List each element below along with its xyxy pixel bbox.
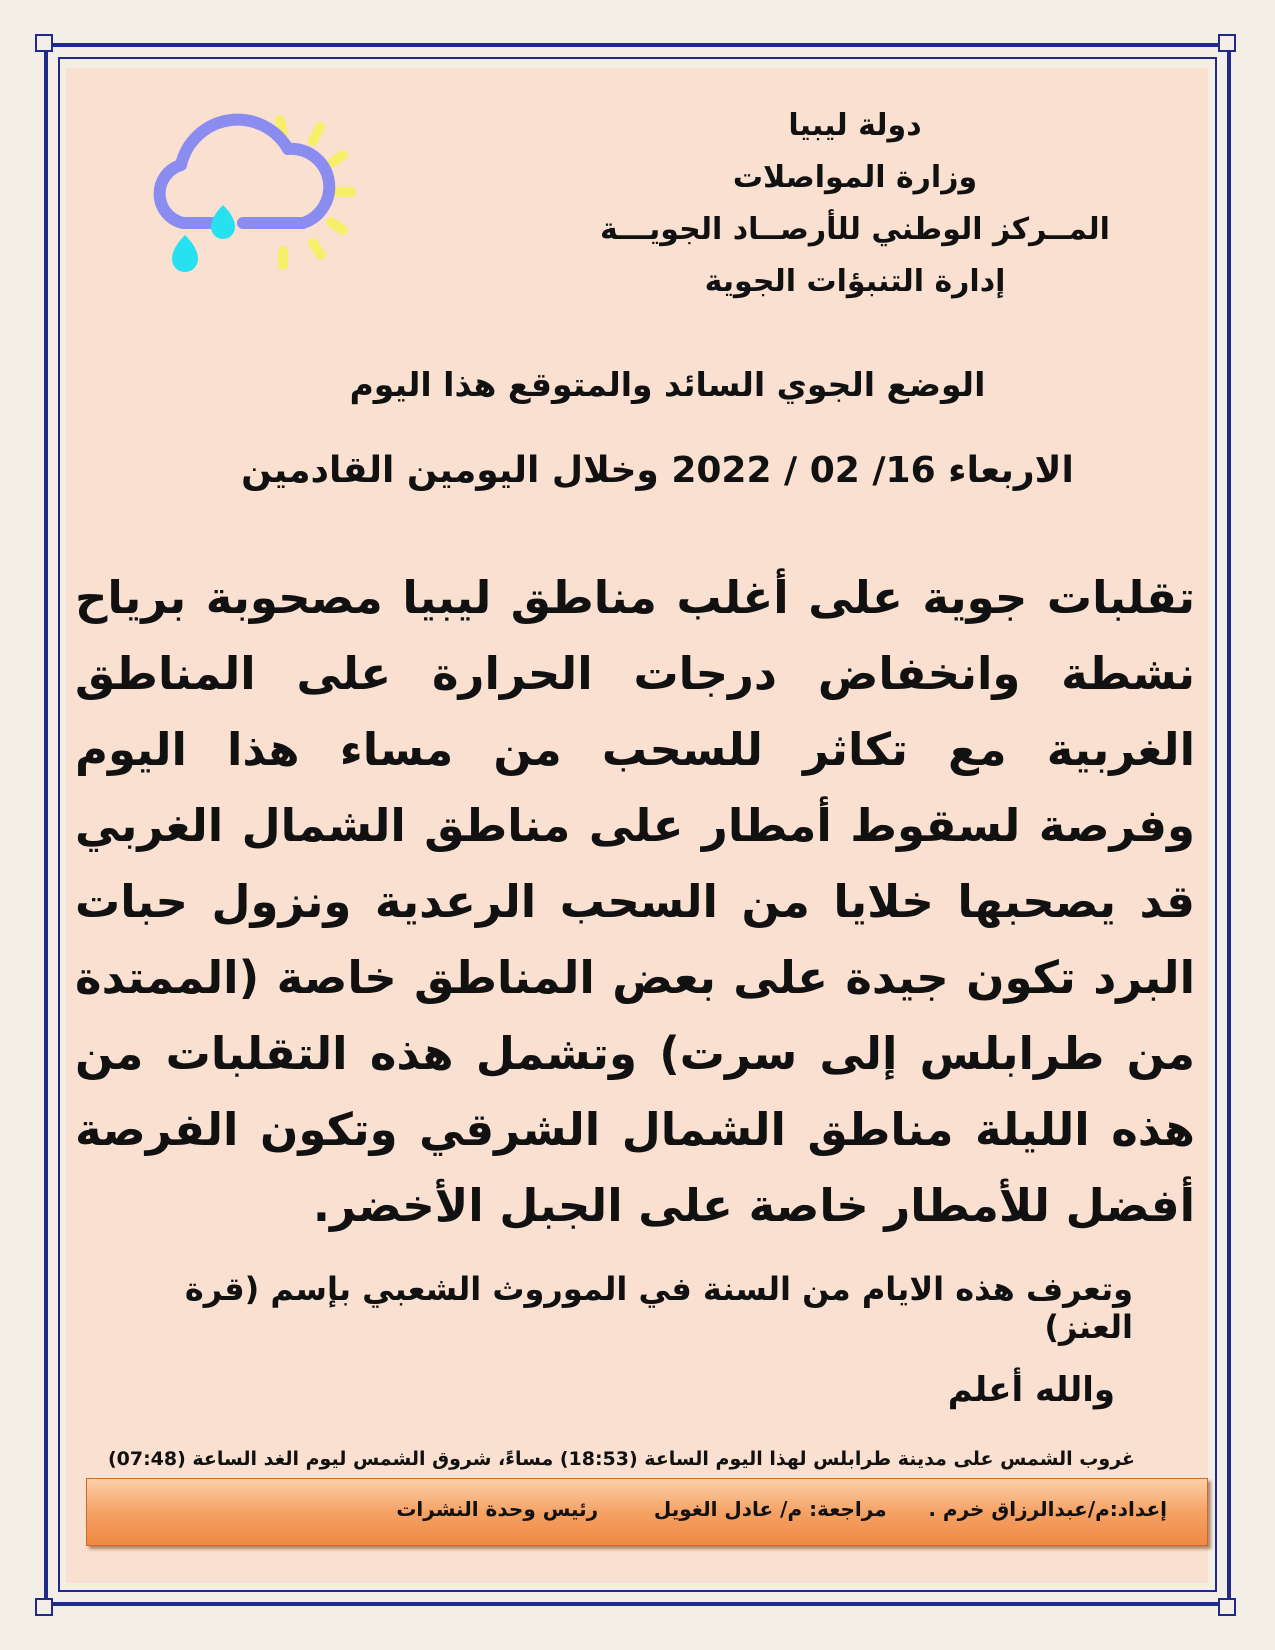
letterhead (575, 100, 1135, 308)
rain-drop (172, 235, 198, 272)
ministry-name: وزارة المواصلات (732, 160, 978, 195)
cloud-shape (160, 120, 330, 223)
department-name: إدارة التنبؤات الجوية (704, 264, 1006, 299)
frame-corner (35, 1598, 53, 1616)
center-name: المــركز الوطني للأرصــاد الجويـــة (600, 212, 1110, 247)
folk-name-note: وتعرف هذه الايام من السنة في الموروث الشعبي بإسم (قرة العنز) (184, 1270, 1133, 1346)
frame-corner (35, 34, 53, 52)
closing-phrase: والله أعلم (947, 1370, 1115, 1410)
forecast-body: تقلبات جوية على أغلب مناطق ليبيا مصحوبة برياح نشطة وانخفاض درجات الحرارة على المناطق الغربية مع تكاثر للسحب من مساء هذا اليوم وفرصة لسقوط أمطار على مناطق الشمال الغربي قد يصحبها خلايا من السحب الرعدية ونزول حبات البرد تكون جيدة على بعض المناطق خاصة (الممتدة من طرابلس إلى سرت) وتشمل هذه التقلبات من هذه الليلة مناطق الشمال الشرقي وتكون الفرصة أفضل للأمطار خاصة على الجبل الأخضر. (75, 571, 1195, 1232)
sun-times: غروب الشمس على مدينة طرابلس لهذا اليوم الساعة (18:53) مساءً، شروق الشمس ليوم الغد الساعة (07:48) (107, 1448, 1135, 1470)
footer-bar (86, 1478, 1208, 1546)
frame-corner (1218, 1598, 1236, 1616)
cloud-rain-sun-icon (143, 105, 373, 290)
state-name: دولة ليبيا (788, 108, 922, 143)
report-title: الوضع الجوي السائد والمتوقع هذا اليوم (349, 365, 986, 404)
sun-rays (280, 120, 351, 265)
report-date: الاربعاء 16/ 02 / 2022 وخلال اليومين القادمين (241, 450, 1074, 491)
frame-corner (1218, 34, 1236, 52)
rain-drop (211, 205, 235, 239)
footer-credits: إعداد:م/عبدالرزاق خرم . مراجعة: م/ عادل الغويل رئيس وحدة النشرات (396, 1497, 1167, 1521)
